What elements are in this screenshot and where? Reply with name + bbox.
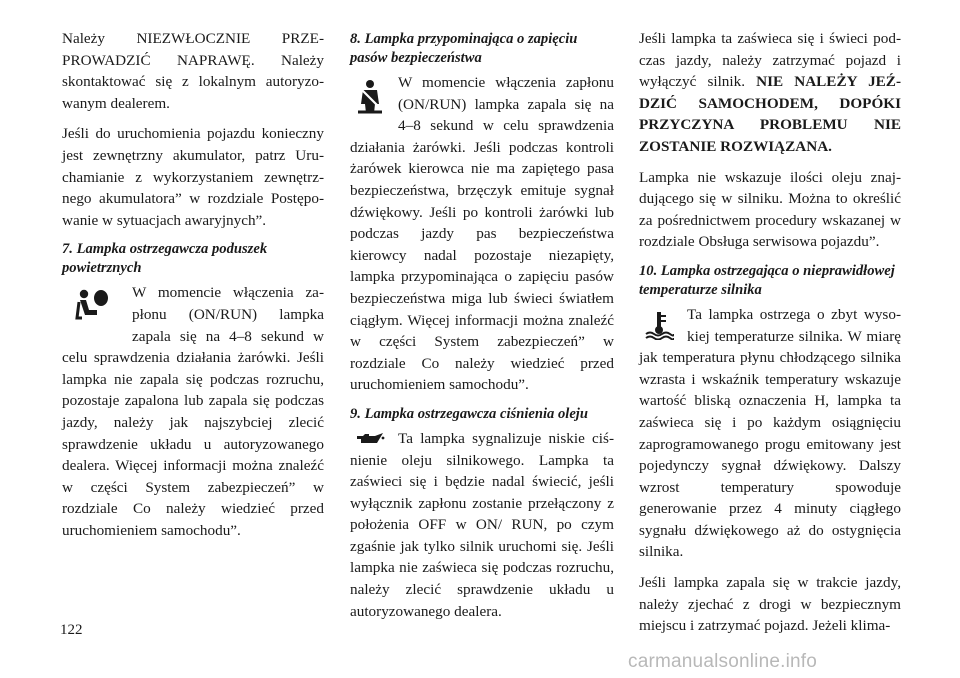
oil-level-paragraph: Lampka nie wskazuje ilości oleju znajdującego się w silniku. Można to określić za pośrednictwem procedury wskazanej w rozdziale Obsługa serwisowa pojazdu”. [639, 168, 901, 251]
oil-pressure-text: Ta lampka sygnalizuje niskie ciśnienie oleju silnikowego. Lampka ta zaświeci się i będzie nadal świecić, jeśli wyłącznik zapłonu zostanie przełączony z położenia OFF w ON/ RUN, po czym zgaśnie jak tylko silnik uruchomi się. Jeśli lampka nie zaświeca się podczas rozruchu, należy zlecić sprawdzenie układu u autoryzowanego dealera. [350, 429, 614, 620]
airbag-paragraph [62, 282, 324, 541]
airbag-text: W momencie włączenia zapłonu (ON/RUN) lampka zapala się na 4–8 sekund w celu sprawdzenia działania żarówki. Jeśli lampka nie zapala się podczas rozruchu, pozostaje zapalona lub zapala się podczas jazdy, należy jak najszybciej zlecić sprawdzenie układu u autoryzowanego dealera. Więcej informacji można znaleźć w części System zabezpieczeń” w rozdziale Co należy wiedzieć przed uruchomieniem samochodu”. [62, 284, 324, 539]
seatbelt-reminder-icon [350, 74, 390, 122]
seatbelt-text: W momencie włączenia zapłonu (ON/RUN) lampka zapala się na 4–8 sekund w celu sprawdzenia działania żarówki. Jeśli podczas kontroli żarówek kierowca nie ma zapiętego pasa bezpieczeństwa, brzęczyk emituje sygnał dźwiękowy. Jeśli po kontroli żarówki lub podczas jazdy pas bezpieczeństwa kierowcy nadal pozostaje niezapięty, lampka przypominająca o zapięciu pasów bezpieczeństwa miga lub świeci światłem ciągłym. Więcej informacji można znaleźć w części System zabezpieczeń” w rozdziale Co należy wiedzieć przed uruchomieniem samochodu”. [350, 74, 614, 394]
temperature-heading: 10. Lampka ostrzegająca o nieprawidłowej temperaturze silnika [639, 262, 895, 298]
oil-warning-text: Jeśli lampka ta zaświeca się i świeci podczas jazdy, należy zatrzymać pojazd i wyłączyć silnik. [639, 30, 901, 91]
do-not-drive-warning: NIE NALEŻY JEŹDZIĆ SAMOCHODEM, DOPÓKI PRZYCZYNA PROBLEMU NIE ZOSTANIE ROZWIĄZANA. [639, 73, 901, 155]
column-left [62, 28, 324, 550]
seatbelt-heading: 8. Lampka przypominająca o zapięciu pasów bezpieczeństwa [350, 31, 578, 66]
column-right [639, 28, 901, 646]
oil-can-icon [350, 430, 390, 448]
repair-paragraph: Należy NIEZWŁOCZNIE PRZEPROWADZIĆ NAPRAWĘ. Należy skontaktować się z lokalnym autoryzowanym dealerem. [62, 30, 324, 112]
oil-pressure-heading: 9. Lampka ostrzegawcza ciśnienia oleju [350, 405, 588, 422]
coolant-temperature-icon [639, 306, 679, 344]
jump-start-paragraph: Jeśli do uruchomienia pojazdu konieczny jest zewnętrzny akumulator, patrz Uruchamianie z wykorzystaniem zewnętrznego akumulatora” w rozdziale Postępowanie w sytuacjach awaryjnych”. [62, 125, 324, 229]
airbag-warning-icon [62, 286, 124, 326]
page-number: 122 [60, 622, 83, 638]
overheat-driving-paragraph: Jeśli lampka zapala się w trakcie jazdy, należy zjechać z drogi w bezpiecznym miejscu i zatrzymać pojazd. Jeżeli klima- [639, 574, 901, 635]
airbag-heading: 7. Lampka ostrzegawcza poduszek powietrznych [62, 241, 268, 277]
oil-warning-paragraph [639, 28, 901, 158]
temperature-text: Ta lampka ostrzega o zbyt wysokiej temperaturze silnika. W miarę jak temperatura płynu chłodzącego silnika wzrasta i wskaźnik temperatury wskazuje wartość bliską oznaczenia H, lampka ta zaświeca się i po każdym osiągnięciu zaprogramowanego progu emitowany jest pojedynczy sygnał dźwiękowy. Dalszy wzrost temperatury spowoduje generowanie przez 4 minuty ciągłego sygnału dźwiękowego aż do ostygnięcia silnika. [639, 305, 901, 561]
temperature-paragraph [639, 304, 901, 563]
column-middle [350, 28, 614, 631]
seatbelt-paragraph [350, 72, 614, 396]
oil-pressure-paragraph [350, 428, 614, 622]
site-watermark: carmanualsonline.info [628, 651, 818, 672]
